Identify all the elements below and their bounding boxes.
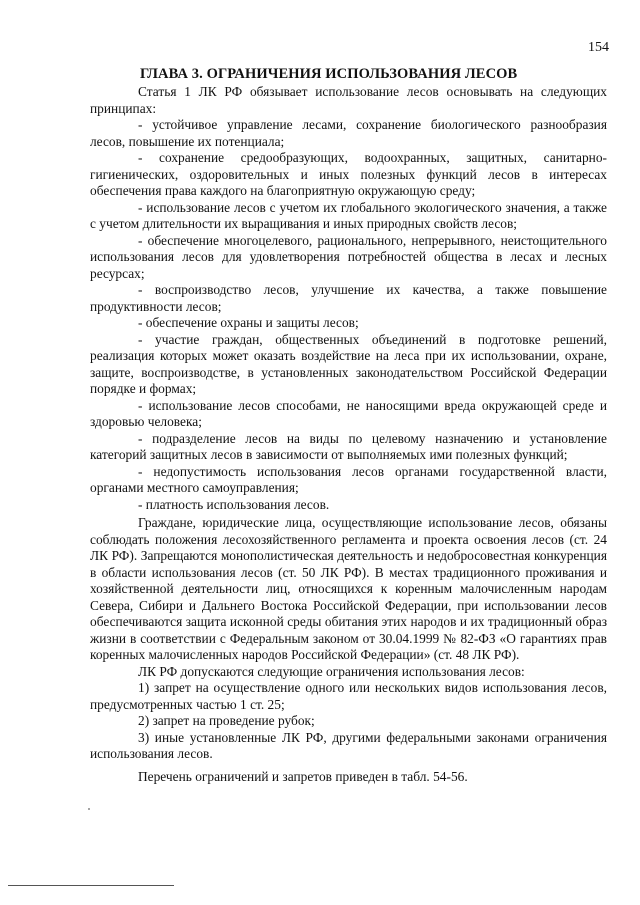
- principle-item: - воспроизводство лесов, улучшение их качества, а также повышение продуктивности лесов;: [90, 282, 607, 314]
- principle-item: - устойчивое управление лесами, сохранение биологического разнообразия лесов, повышение их потенциала;: [90, 117, 607, 149]
- paragraph-restrictions-intro: ЛК РФ допускаются следующие ограничения использования лесов:: [138, 663, 525, 679]
- principle-item: - платность использования лесов.: [138, 496, 330, 512]
- restriction-item: 3) иные установленные ЛК РФ, другими федеральными законами ограничения использования лесов.: [90, 729, 607, 761]
- body-text: [90, 84, 607, 785]
- restriction-item: 2) запрет на проведение рубок;: [138, 713, 315, 728]
- principle-item: - использование лесов с учетом их глобального экологического значения, а также с учетом длительности их выращивания и иных природных свойств лесов;: [90, 199, 607, 231]
- page-number: 154: [588, 40, 609, 55]
- principle-item: - подразделение лесов на виды по целевому назначению и установление категорий защитных лесов в зависимости от выполняемых ими полезных функций;: [90, 430, 607, 462]
- principle-item: - обеспечение охраны и защиты лесов;: [138, 315, 359, 330]
- paragraph-intro: Статья 1 ЛК РФ обязывает использование лесов основывать на следующих принципах:: [90, 84, 607, 116]
- principle-item: - участие граждан, общественных объединений в подготовке решений, реализация которых может оказать воздействие на леса при их использовании, охране, защите, воспроизводстве, в установленных законодательством Российской Федерации порядке и формах;: [90, 331, 607, 396]
- principle-item: - обеспечение многоцелевого, рационального, непрерывного, неистощительного использования лесов для удовлетворения потребностей общества в лесах и лесных ресурсах;: [90, 232, 607, 281]
- paragraph-table-reference: Перечень ограничений и запретов приведен в табл. 54-56.: [138, 768, 468, 784]
- chapter-title: ГЛАВА 3. ОГРАНИЧЕНИЯ ИСПОЛЬЗОВАНИЯ ЛЕСОВ: [140, 66, 518, 82]
- scan-speck: [88, 808, 90, 810]
- paragraph-obligations: Граждане, юридические лица, осуществляющие использование лесов, обязаны соблюдать положения лесохозяйственного регламента и проекта освоения лесов (ст. 24 ЛК РФ). Запрещаются монополистическая деятельность и недобросовестная конкуренция в области использования лесов (ст. 50 ЛК РФ). В местах традиционного проживания и хозяйственной деятельности лиц, относящихся к коренным малочисленным народам Севера, Сибири и Дальнего Востока Российской Федерации, при использовании лесов обеспечиваются защита исконной среды обитания этих народов и их традиционный образ жизни в соответствии с Федеральным законом от 30.04.1999 № 82-ФЗ «О гарантиях прав коренных малочисленных народов Российской Федерации» (ст. 48 ЛК РФ).: [90, 515, 607, 662]
- footnote-separator: [8, 885, 174, 886]
- principle-item: - использование лесов способами, не наносящими вреда окружающей среде и здоровью человека;: [90, 397, 607, 429]
- principle-item: - сохранение средообразующих, водоохранных, защитных, санитарно-гигиенических, оздоровительных и иных полезных функций лесов в интересах обеспечения права каждого на благоприятную окружающую среду;: [90, 150, 607, 198]
- restriction-item: 1) запрет на осуществление одного или нескольких видов использования лесов, предусмотренных частью 1 ст. 25;: [90, 680, 607, 712]
- principle-item: - недопустимость использования лесов органами государственной власти, органами местного самоуправления;: [90, 463, 607, 495]
